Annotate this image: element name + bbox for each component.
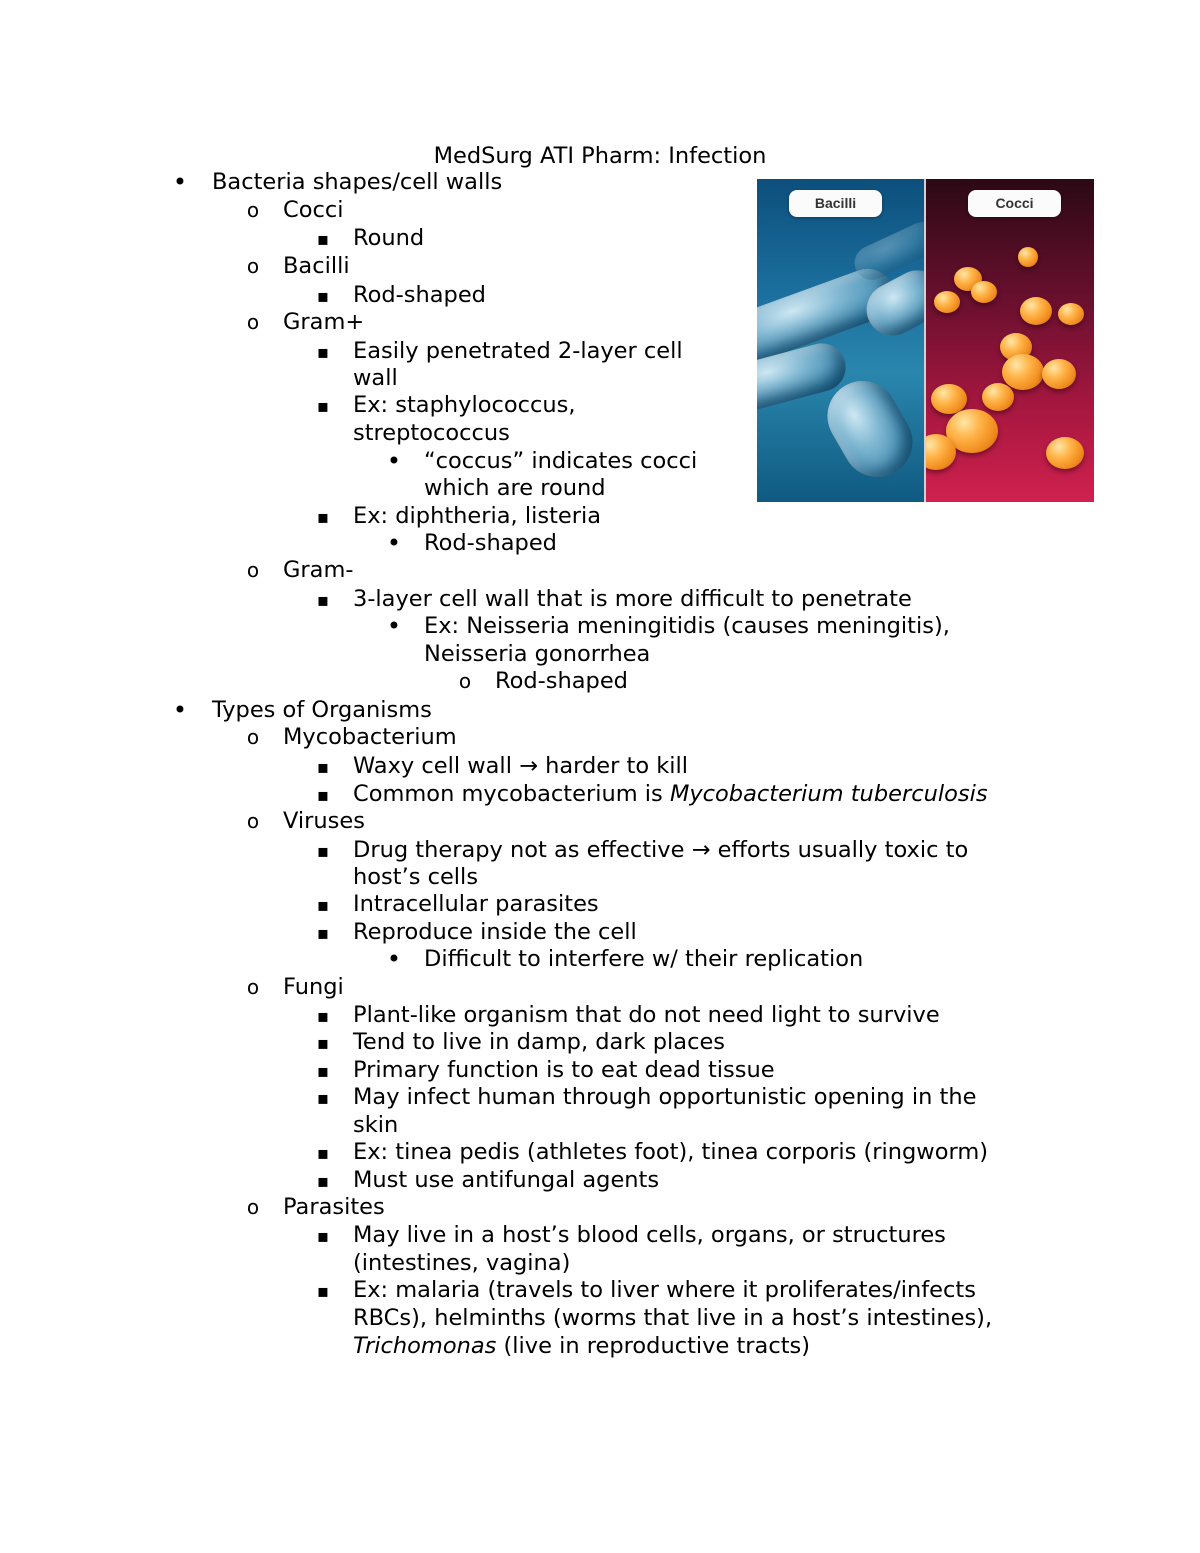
bullet-square: [315, 1221, 331, 1251]
list-item: Plant-like organism that do not need light to survive: [353, 1002, 940, 1028]
list-item: Mycobacterium: [283, 724, 457, 750]
cocci-panel: [926, 179, 1094, 502]
list-item: Cocci: [283, 197, 344, 223]
list-item-continued: streptococcus: [353, 420, 510, 446]
list-item: Bacilli: [283, 253, 350, 279]
list-item: Round: [353, 225, 425, 251]
italic-term: Trichomonas: [353, 1333, 497, 1359]
list-item: [353, 780, 988, 808]
list-item: Gram+: [283, 309, 365, 335]
list-item: Gram-: [283, 557, 354, 583]
list-item: Ex: malaria (travels to liver where it proliferates/infects: [353, 1277, 976, 1303]
list-item: Ex: diphtheria, listeria: [353, 503, 602, 529]
list-item-continued: [353, 1332, 810, 1360]
list-item: Primary function is to eat dead tissue: [353, 1057, 775, 1083]
bullet-square: [315, 1028, 331, 1058]
italic-term: Mycobacterium tuberculosis: [669, 781, 988, 807]
list-item: Rod-shaped: [424, 530, 557, 556]
coccus-shape: [1042, 359, 1076, 389]
coccus-shape: [971, 281, 997, 303]
list-item-continued: wall: [353, 365, 398, 391]
coccus-shape: [1058, 303, 1084, 325]
list-item-continued: which are round: [424, 475, 606, 501]
list-item-continued: skin: [353, 1112, 399, 1138]
bacteria-shapes-figure: [757, 179, 1094, 502]
list-item: “coccus” indicates cocci: [424, 448, 698, 474]
coccus-shape: [934, 291, 960, 313]
bullet-square: [315, 281, 331, 311]
list-item: Ex: tinea pedis (athletes foot), tinea corporis (ringworm): [353, 1139, 989, 1165]
bullet-circle: [245, 252, 261, 280]
bacilli-label: Bacilli: [789, 190, 882, 217]
list-item-continued: Neisseria gonorrhea: [424, 641, 651, 667]
bullet-disc: [172, 168, 188, 197]
list-item: May infect human through opportunistic opening in the: [353, 1084, 977, 1110]
bullet-square: [315, 836, 331, 866]
bullet-square: [315, 585, 331, 615]
bullet-square: [315, 1138, 331, 1168]
coccus-shape: [1020, 297, 1052, 325]
cocci-label: Cocci: [968, 190, 1061, 217]
bullet-circle: [245, 196, 261, 224]
bullet-square: [315, 224, 331, 254]
bullet-circle: [245, 807, 261, 835]
list-item-continued: RBCs), helminths (worms that live in a host’s intestines),: [353, 1305, 993, 1331]
bullet-square: [315, 918, 331, 948]
bullet-square: [315, 780, 331, 810]
list-item: Rod-shaped: [495, 668, 628, 694]
coccus-shape: [982, 383, 1014, 411]
bullet-circle: [245, 1193, 261, 1221]
bullet-disc: [386, 529, 402, 558]
list-item: Ex: staphylococcus,: [353, 392, 576, 418]
bullet-circle: [245, 556, 261, 584]
bullet-square: [315, 337, 331, 367]
bullet-disc: [386, 612, 402, 641]
list-item: Viruses: [283, 808, 365, 834]
list-item: Tend to live in damp, dark places: [353, 1029, 726, 1055]
coccus-shape: [1046, 437, 1084, 469]
coccus-shape: [1018, 247, 1038, 267]
bullet-disc: [386, 447, 402, 476]
list-item-text: Common mycobacterium is: [353, 781, 670, 807]
list-item-continued: (intestines, vagina): [353, 1250, 571, 1276]
bullet-square: [315, 752, 331, 782]
page-title: MedSurg ATI Pharm: Infection: [433, 143, 767, 169]
list-item: Easily penetrated 2-layer cell: [353, 338, 683, 364]
bullet-circle: [245, 973, 261, 1001]
list-item: May live in a host’s blood cells, organs, or structures: [353, 1222, 946, 1248]
list-item-text: (live in reproductive tracts): [496, 1333, 811, 1359]
list-item: Must use antifungal agents: [353, 1167, 660, 1193]
bullet-square: [315, 502, 331, 532]
list-item: Rod-shaped: [353, 282, 486, 308]
list-item: Waxy cell wall → harder to kill: [353, 753, 689, 779]
list-item: Ex: Neisseria meningitidis (causes meningitis),: [424, 613, 950, 639]
bullet-circle: [245, 723, 261, 751]
list-item: Intracellular parasites: [353, 891, 599, 917]
list-item-continued: host’s cells: [353, 864, 479, 890]
bullet-circle: [245, 308, 261, 336]
list-item: Difficult to interfere w/ their replication: [424, 946, 864, 972]
list-item: 3-layer cell wall that is more difficult to penetrate: [353, 586, 912, 612]
coccus-shape: [1002, 354, 1044, 390]
bullet-disc: [386, 945, 402, 974]
bullet-disc: [172, 696, 188, 725]
bullet-square: [315, 1083, 331, 1113]
section-heading: Types of Organisms: [212, 697, 432, 723]
list-item: Drug therapy not as effective → efforts usually toxic to: [353, 837, 969, 863]
section-heading: Bacteria shapes/cell walls: [212, 169, 503, 195]
bullet-square: [315, 890, 331, 920]
list-item: Parasites: [283, 1194, 385, 1220]
bullet-circle: [457, 667, 473, 695]
bacilli-panel: [757, 179, 924, 502]
list-item: Reproduce inside the cell: [353, 919, 637, 945]
bullet-square: [315, 1276, 331, 1306]
bullet-square: [315, 1001, 331, 1031]
bullet-square: [315, 1056, 331, 1086]
bullet-square: [315, 1166, 331, 1196]
bullet-square: [315, 391, 331, 421]
list-item: Fungi: [283, 974, 344, 1000]
